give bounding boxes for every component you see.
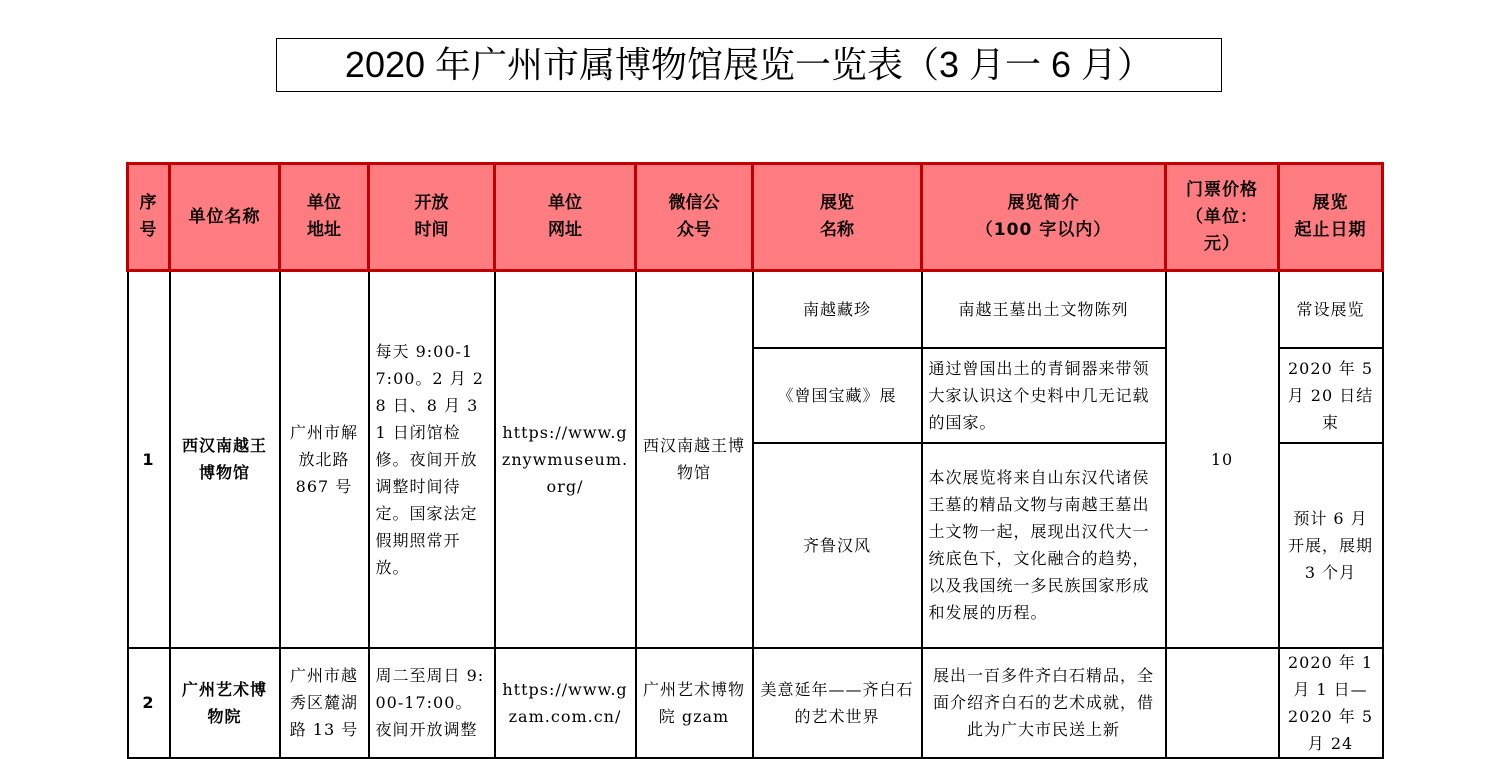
cell-url[interactable]: https://www.gznywmuseum.org/ (495, 271, 636, 648)
header-name: 单位名称 (170, 164, 280, 271)
header-exhibition (753, 164, 922, 271)
header-hours-label: 开放时间 (414, 193, 449, 240)
cell-intro: 南越王墓出土文物陈列 (922, 271, 1166, 348)
cell-price: 10 (1166, 271, 1279, 648)
header-exhibition-label: 展览名称 (820, 193, 854, 240)
header-wechat-label: 微信公众号 (668, 193, 720, 240)
cell-intro: 本次展览将来自山东汉代诸侯王墓的精品文物与南越王墓出土文物一起，展现出汉代大一统底色下，文化融合的趋势，以及我国统一多民族国家形成和发展的历程。 (922, 443, 1166, 648)
table-row (128, 648, 1383, 758)
cell-hours: 周二至周日 9:00-17:00。夜间开放调整 (369, 648, 495, 758)
cell-wechat: 西汉南越王博物馆 (636, 271, 753, 648)
header-no: 序 号 (128, 164, 170, 271)
cell-intro: 通过曾国出土的青铜器来带领大家认识这个史料中几无记载的国家。 (922, 348, 1166, 443)
cell-wechat: 广州艺术博物院 gzam (636, 648, 753, 758)
cell-exhibition: 南越藏珍 (753, 271, 922, 348)
cell-no: 2 (128, 648, 170, 758)
cell-name: 广州艺术博物院 (170, 648, 280, 758)
header-hours (369, 164, 495, 271)
header-dates: 展览 起止日期 (1279, 164, 1383, 271)
header-wechat (636, 164, 753, 271)
cell-url[interactable]: https://www.gzam.com.cn/ (495, 648, 636, 758)
header-intro: 展览简介 （100 字以内） (922, 164, 1166, 271)
cell-dates: 2020 年 1 月 1 日—2020 年 5 月 24 (1279, 648, 1383, 758)
cell-price (1166, 648, 1279, 758)
table-row (128, 271, 1383, 348)
cell-hours: 每天 9:00-17:00。2 月 28 日、8 月 31 日闭馆检修。夜间开放调整时间待定。国家法定假期照常开放。 (369, 271, 495, 648)
cell-intro: 展出一百多件齐白石精品，全面介绍齐白石的艺术成就，借此为广大市民送上新 (922, 648, 1166, 758)
header-url (495, 164, 636, 271)
cell-dates: 预计 6 月开展，展期 3 个月 (1279, 443, 1383, 648)
header-address (280, 164, 369, 271)
header-url-label: 单位网址 (548, 193, 582, 240)
cell-no: 1 (128, 271, 170, 648)
header-price: 门票价格 （单位：元） (1166, 164, 1279, 271)
cell-dates: 2020 年 5 月 20 日结束 (1279, 348, 1383, 443)
cell-exhibition: 美意延年——齐白石的艺术世界 (753, 648, 922, 758)
header-address-label: 单位地址 (307, 193, 341, 240)
header-row (128, 164, 1383, 271)
cell-address: 广州市越秀区麓湖路 13 号 (280, 648, 369, 758)
cell-name: 西汉南越王博物馆 (170, 271, 280, 648)
page-title: 2020 年广州市属博物馆展览一览表（3 月一 6 月） (276, 38, 1222, 92)
cell-address: 广州市解放北路 867 号 (280, 271, 369, 648)
exhibition-table (126, 162, 1384, 759)
cell-exhibition: 齐鲁汉风 (753, 443, 922, 648)
cell-exhibition: 《曾国宝藏》展 (753, 348, 922, 443)
cell-dates: 常设展览 (1279, 271, 1383, 348)
